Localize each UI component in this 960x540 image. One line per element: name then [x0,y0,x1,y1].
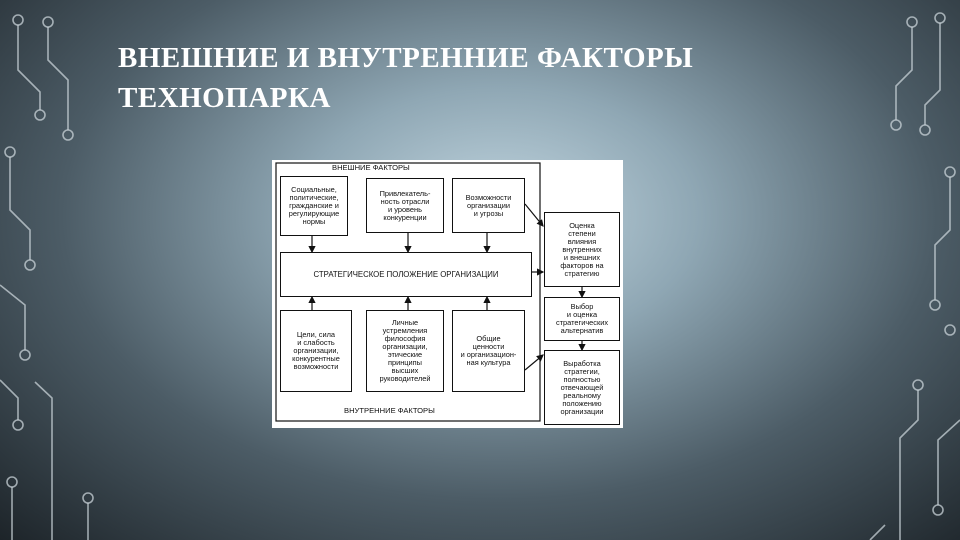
slide-title-line-2: ТЕХНОПАРКА [118,82,331,114]
external-factor-box-2: Привлекатель- ность отрасли и уровень конкуренции [366,178,444,233]
internal-factor-box-3: Общие ценности и организацион- ная культура [452,310,525,392]
strategy-development-box: Выработка стратегии, полностью отвечающей реальному положению организации [544,350,620,425]
strategy-factors-diagram [272,160,623,428]
external-factor-box-1: Социальные, политические, гражданские и регулирующие нормы [280,176,348,236]
assessment-box: Оценка степени влияния внутренних и внешних факторов на стратегию [544,212,620,287]
slide-title [118,38,878,118]
slide-title-line-1: ВНЕШНИЕ И ВНУТРЕННИЕ ФАКТОРЫ [118,42,694,74]
alternatives-box: Выбор и оценка стратегических альтернатив [544,297,620,341]
internal-factor-box-2: Личные устремления философия организации, этические принципы высших руководителей [366,310,444,392]
internal-factors-label: ВНУТРЕННИЕ ФАКТОРЫ [344,406,435,415]
strategic-position-box: СТРАТЕГИЧЕСКОЕ ПОЛОЖЕНИЕ ОРГАНИЗАЦИИ [280,252,532,297]
external-factor-box-3: Возможности организации и угрозы [452,178,525,233]
external-factors-label: ВНЕШНИЕ ФАКТОРЫ [332,163,410,172]
internal-factor-box-1: Цели, сила и слабость организации, конкурентные возможности [280,310,352,392]
